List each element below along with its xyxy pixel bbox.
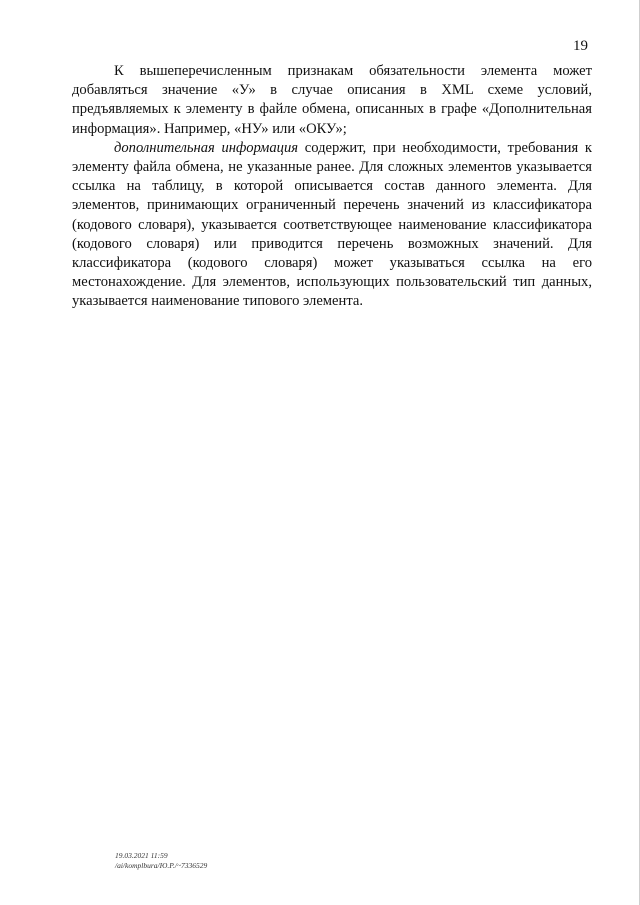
footer-path: /ai/komplbura/Ю.Р./~7336529 — [115, 860, 208, 870]
document-body — [72, 62, 592, 312]
paragraph-2-term: дополнительная информация — [114, 139, 299, 156]
paragraph-1: К вышеперечисленным признакам обязательности элемента может добавляться значение «У» в случае описания в XML схеме условий, предъявляемых к элементу в файле обмена, описанных в графе «Дополнительная информация». Например, «НУ» или «ОКУ»; — [72, 63, 592, 137]
document-footer — [115, 851, 207, 870]
paragraph-2-text: содержит, при необходимости, требования к элементу файла обмена, не указанные ранее. Для сложных элементов указывается ссылка на таблицу, в которой описывается состав данного элемента. Для элементов, принимающих ограниченный перечень значений из классификатора (кодового словаря), указывается соответствующее наименование классификатора (кодового словаря) или приводится перечень возможных значений. Для классификатора (кодового словаря) может указываться ссылка на его местонахождение. Для элементов, использующих пользовательский тип данных, указывается наименование типового элемента. — [72, 139, 592, 310]
footer-timestamp: 19.03.2021 11:59 — [115, 851, 168, 860]
paragraph-2 — [72, 139, 592, 312]
page-number: 19 — [573, 38, 588, 54]
